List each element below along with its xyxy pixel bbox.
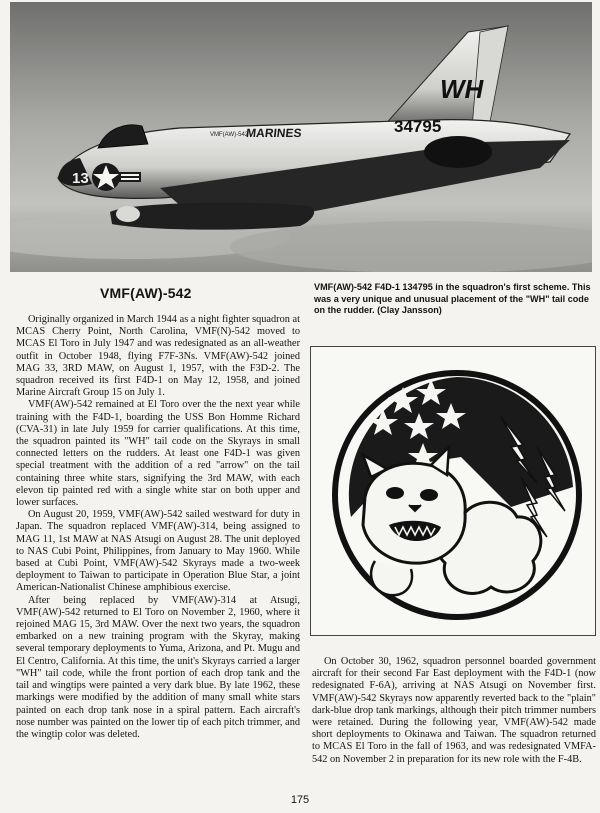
section-title: VMF(AW)-542 [100,285,192,301]
squadron-insignia-icon [311,347,595,635]
squadron-insignia-frame [310,346,596,636]
photo-caption: VMF(AW)-542 F4D-1 134795 in the squadron's first scheme. This was a very unique and unusual placement of the "WH" tail code on the rudder. (Clay Jansson) [314,282,591,316]
bureau-number: 34795 [394,117,442,136]
tail-code: WH [440,74,484,104]
paragraph: On October 30, 1962, squadron personnel boarded government aircraft for their second Far East deployment with the F4D-1 (now redesignated F-6A), arriving at NAS Atsugi on November first. VMF(AW)-542 Skyrays now apparently reverted back to the "plain" dark-blue drop tank markings, although their pitch trimmer numbers were retained. During the following year, VMF(AW)-542 made short deployments to Okinawa and Taiwan. The squadron returned to MCAS El Toro in the fall of 1963, and was redesignated VMFA-542 on November 2 in preparation for its new role with the F-4B. [312,656,596,765]
body-text-right [312,656,596,766]
drop-tank [110,203,314,230]
service-marking: MARINES [245,126,303,140]
paragraph: Originally organized in March 1944 as a night fighter squadron at MCAS Cherry Point, North Carolina, VMF(N)-542 moved to MCAS El Toro in July 1947 and was redesignated as an all-weather outfit in October 1948, flying F7F-3Ns. VMF(AW)-542 joined MAG 33, 3RD MAW, on August 1, 1957, with the F3D-2. The squadron received its first F4D-1 on May 12, 1958, and joined Marine Aircraft Group 15 on July 1. [16,314,300,399]
paragraph: On August 20, 1959, VMF(AW)-542 sailed westward for duty in Japan. The squadron replaced VMF(AW)-314, being assigned to MAG 11, 1st MAW at NAS Atsugi on August 28. The unit deployed to NAS Cubi Point, Philippines, from January to May 1960. While based at Cubi Point, VMF(AW)-542 Skyrays made a two-week deployment to Taiwan to participate in Operation Blue Star, a joint American-Nationalist Chinese amphibious exercise. [16,509,300,594]
engine-exhaust [424,136,492,168]
page-number: 175 [290,794,310,806]
aircraft-illustration [10,2,592,272]
body-text-left [16,314,300,741]
paragraph: After being replaced by VMF(AW)-314 at Atsugi, VMF(AW)-542 returned to El Toro on November 2, 1960, where it rejoined MAG 15, 3rd MAW. Over the next two years, the squadron embarked on a new training program with the Skyray, making several temporary deployments to Yuma, Arizona, and Pt. Mugu and El Centro, California. At this time, the unit's Skyrays carried a larger "WH" tail code, while the front portion of each drop tank and the tail and wingtips were painted a very dark blue. By late 1962, these markings were modified by the addition of many small white stars painted on each drop tank nose in a spiral pattern. Each aircraft's nose number was painted on the lower tip of each pitch trimmer, and the wingtip color was deleted. [16,594,300,740]
aircraft-photo [10,2,592,272]
fuselage-number: 13 [72,170,89,187]
paragraph: VMF(AW)-542 remained at El Toro over the the next year while training with the F4D-1, boarding the USS Bon Homme Richard (CVA-31) in late July 1959 for carrier qualifications. At this time, the squadron painted its "WH" tail code on the Skyrays in small connected letters on the rudders. At least one F4D-1 was given special treatment with the addition of a red "arrow" on the tail containing three white stars, signifying the 3rd MAW, with each elevon tip painted red with a single white star on both upper and lower surfaces. [16,399,300,509]
small-serial-marking: VMF(AW)-542 [210,132,249,138]
